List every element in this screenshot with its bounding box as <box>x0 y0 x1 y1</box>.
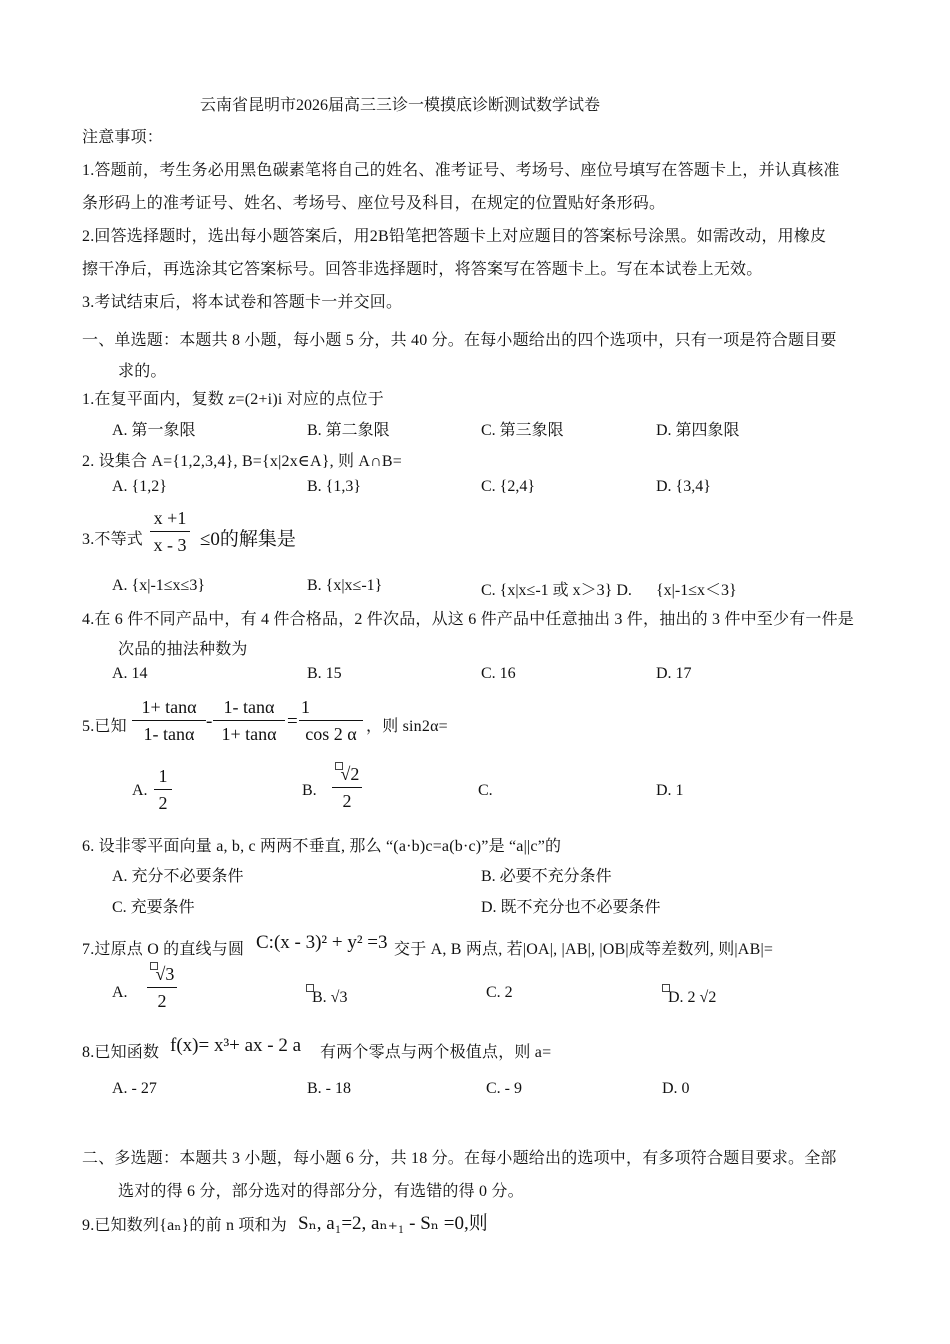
q5-fraction-2-numerator: 1- tanα <box>223 697 275 717</box>
q4-option-a: A. 14 <box>112 665 148 682</box>
q3-option-c: C. {x|x≤-1 或 x＞3} D. <box>481 582 632 599</box>
q7-option-a-fraction <box>147 962 177 1012</box>
section-2-header-cont: 选对的得 6 分，部分选对的得部分分，有选错的得 0 分。 <box>118 1183 524 1200</box>
question-7-prefix: 7.过原点 O 的直线与圆 <box>82 941 245 958</box>
exam-title: 云南省昆明市2026届高三三诊一模摸底诊断测试数学试卷 <box>200 97 601 114</box>
q5-fraction-3-numerator: 1 <box>301 697 310 717</box>
q2-option-c: C. {2,4} <box>481 478 536 495</box>
q7-option-a-numerator <box>147 962 177 987</box>
q3-fraction <box>150 508 190 556</box>
q7-option-a-radical: √3 <box>155 964 175 984</box>
q5-option-a-fraction <box>154 766 172 814</box>
q1-option-b: B. 第二象限 <box>307 422 390 439</box>
section-2-header: 二、多选题：本题共 3 小题，每小题 6 分，共 18 分。在每小题给出的选项中，有多项符合题目要求。全部 <box>82 1150 837 1167</box>
q3-suffix: ≤0的解集是 <box>200 529 296 550</box>
q8-option-a: A. - 27 <box>112 1080 157 1097</box>
q8-option-c: C. - 9 <box>486 1080 522 1097</box>
q5-fraction-1-denominator: 1- tanα <box>143 724 195 744</box>
q3-option-d: {x|-1≤x＜3} <box>656 582 737 599</box>
notice-item-3: 3.考试结束后，将本试卷和答题卡一并交回。 <box>82 294 403 311</box>
q7-circle-equation: C:(x - 3)² + y² =3 <box>256 932 388 953</box>
q5-fraction-1-numerator: 1+ tanα <box>141 697 197 717</box>
q7-option-c: C. 2 <box>486 984 513 1001</box>
q8-suffix: 有两个零点与两个极值点，则 a= <box>320 1044 552 1061</box>
question-4-line-2: 次品的抽法种数为 <box>118 641 248 658</box>
q4-option-c: C. 16 <box>481 665 516 682</box>
q5-fraction-1 <box>132 697 206 745</box>
q5-suffix: ，则 sin2α= <box>366 718 448 735</box>
q5-option-a-denominator: 2 <box>158 793 168 813</box>
q1-option-c: C. 第三象限 <box>481 422 564 439</box>
q5-option-b-fraction <box>332 762 362 812</box>
q3-option-b: B. {x|x≤-1} <box>307 577 383 594</box>
q5-fraction-3 <box>299 697 363 745</box>
q2-option-d: D. {3,4} <box>656 478 711 495</box>
q5-minus: - <box>206 711 213 732</box>
notice-heading: 注意事项： <box>82 129 164 146</box>
q7-option-a-denominator: 2 <box>157 991 167 1011</box>
section-1-header: 一、单选题：本题共 8 小题，每小题 5 分，共 40 分。在每小题给出的四个选项中，只有一项是符合题目要 <box>82 332 837 349</box>
notice-item-2-line-2: 擦干净后，再选涂其它答案标号。回答非选择题时，将答案写在答题卡上。写在本试卷上无效。 <box>82 261 763 278</box>
q6-option-c: C. 充要条件 <box>112 899 195 916</box>
question-2-stem: 2. 设集合 A={1,2,3,4}, B={x|2x∈A}, 则 A∩B= <box>82 453 402 470</box>
question-9-prefix: 9.已知数列{aₙ}的前 n 项和为 <box>82 1217 287 1234</box>
q5-option-b-denominator: 2 <box>342 791 352 811</box>
q2-option-a: A. {1,2} <box>112 478 167 495</box>
q5-option-b-label: B. <box>302 782 317 799</box>
q7-option-b <box>306 984 347 1007</box>
question-1-stem: 1.在复平面内，复数 z=(2+i)i 对应的点位于 <box>82 391 384 408</box>
q5-option-b-numerator <box>332 762 362 787</box>
q6-option-a: A. 充分不必要条件 <box>112 868 244 885</box>
q7-suffix: 交于 A, B 两点, 若|OA|, |AB|, |OB|成等差数列, 则|AB|= <box>394 941 774 958</box>
section-1-header-cont: 求的。 <box>118 363 167 380</box>
q7-option-d-text: D. 2 √2 <box>668 989 717 1006</box>
q3-option-a: A. {x|-1≤x≤3} <box>112 577 206 594</box>
q5-option-d: D. 1 <box>656 782 684 799</box>
q8-option-b: B. - 18 <box>307 1080 351 1097</box>
question-5-prefix: 5.已知 <box>82 718 127 735</box>
q5-fraction-2 <box>213 697 285 745</box>
q5-equals: = <box>287 711 298 732</box>
q5-option-c-label: C. <box>478 782 493 799</box>
question-6-stem: 6. 设非零平面向量 a, b, c 两两不垂直, 那么 “(a·b)c=a(b·c)”是 “a||c”的 <box>82 838 562 855</box>
q3-fraction-numerator: x +1 <box>153 508 187 528</box>
q5-fraction-3-denominator: cos 2 α <box>305 724 357 744</box>
q5-option-b-radical: √2 <box>340 764 360 784</box>
q5-option-a-label: A. <box>132 782 148 799</box>
notice-item-2-line-1: 2.回答选择题时，选出每小题答案后，用2B铅笔把答题卡上对应题目的答案标号涂黑。如需改动，用橡皮 <box>82 228 827 245</box>
q5-option-a-numerator: 1 <box>158 766 168 786</box>
q1-option-a: A. 第一象限 <box>112 422 196 439</box>
q3-fraction-denominator: x - 3 <box>153 535 187 555</box>
q4-option-d: D. 17 <box>656 665 692 682</box>
q2-option-b: B. {1,3} <box>307 478 362 495</box>
q4-option-b: B. 15 <box>307 665 342 682</box>
q8-option-d: D. 0 <box>662 1080 690 1097</box>
q8-function: f(x)= x³+ ax - 2 a <box>170 1035 302 1056</box>
question-3-prefix: 3.不等式 <box>82 531 144 548</box>
question-4-line-1: 4.在 6 件不同产品中，有 4 件合格品，2 件次品，从这 6 件产品中任意抽出 3 件，抽出的 3 件中至少有一件是 <box>82 611 855 628</box>
q6-option-b: B. 必要不充分条件 <box>481 868 612 885</box>
q7-option-d <box>662 984 716 1007</box>
question-8-prefix: 8.已知函数 <box>82 1044 160 1061</box>
q7-option-b-text: B. √3 <box>312 989 348 1006</box>
q6-option-d: D. 既不充分也不必要条件 <box>481 899 661 916</box>
q5-fraction-2-denominator: 1+ tanα <box>221 724 277 744</box>
notice-item-1-line-2: 条形码上的准考证号、姓名、考场号、座位号及科目，在规定的位置贴好条形码。 <box>82 195 666 212</box>
q9-condition: Sₙ, a₁=2, aₙ₊₁ - Sₙ =0,则 <box>298 1213 488 1234</box>
q1-option-d: D. 第四象限 <box>656 422 740 439</box>
notice-item-1-line-1: 1.答题前，考生务必用黑色碳素笔将自己的姓名、准考证号、考场号、座位号填写在答题卡上，并认真核准 <box>82 162 840 179</box>
q7-option-a-label: A. <box>112 984 128 1001</box>
